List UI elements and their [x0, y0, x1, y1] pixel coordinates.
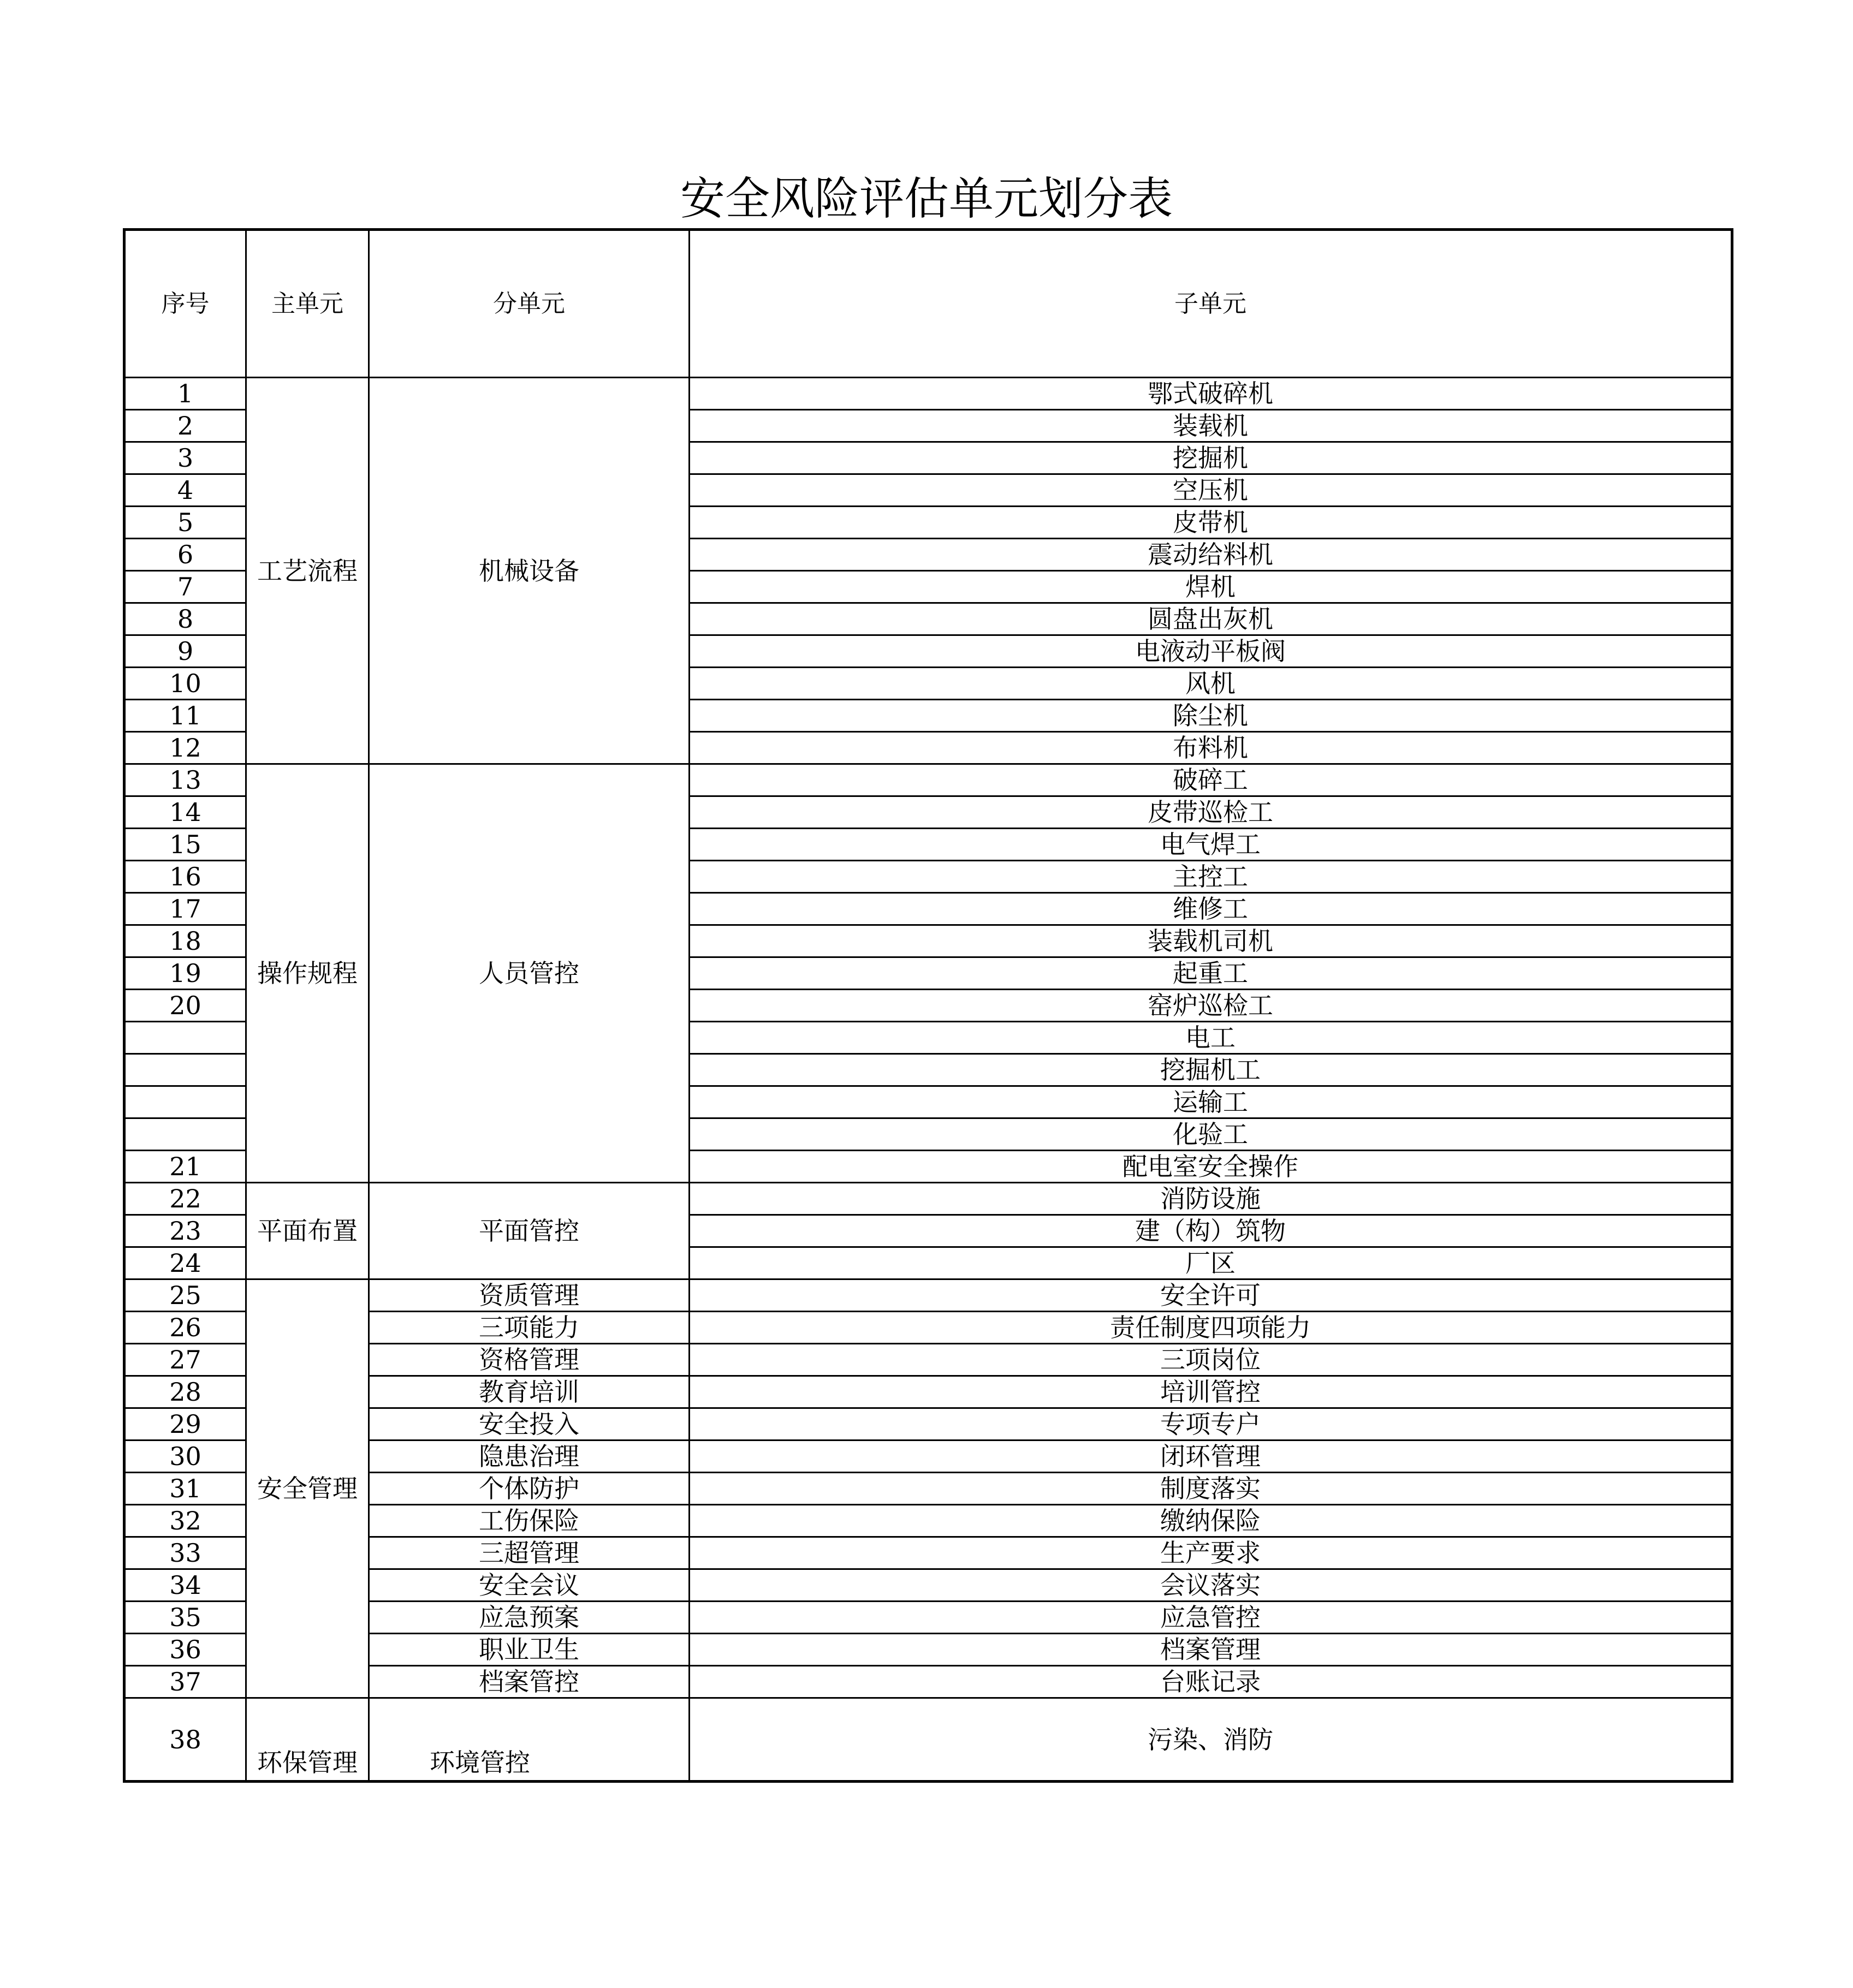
sub-unit-cell: 人员管控: [369, 764, 690, 1183]
child-unit-cell: 化验工: [690, 1118, 1732, 1151]
risk-assessment-table: [123, 228, 1733, 1783]
seq-cell: [124, 1118, 246, 1151]
child-unit-cell: 破碎工: [690, 764, 1732, 796]
child-unit-cell: 维修工: [690, 893, 1732, 925]
sub-unit-cell: 应急预案: [369, 1602, 690, 1634]
seq-cell: 14: [124, 796, 246, 829]
seq-cell: 1: [124, 378, 246, 410]
header-row: [124, 230, 1732, 378]
header-sub-unit: 分单元: [369, 230, 690, 378]
child-unit-cell: 震动给料机: [690, 539, 1732, 571]
child-unit-cell: 布料机: [690, 732, 1732, 764]
child-unit-cell: 三项岗位: [690, 1344, 1732, 1376]
seq-cell: 18: [124, 925, 246, 957]
seq-cell: 6: [124, 539, 246, 571]
child-unit-cell: 专项专户: [690, 1408, 1732, 1441]
main-unit-cell: 安全管理: [246, 1279, 369, 1698]
main-unit-cell: 环保管理: [246, 1698, 369, 1782]
seq-cell: 4: [124, 474, 246, 507]
child-unit-cell: 皮带巡检工: [690, 796, 1732, 829]
seq-cell: 3: [124, 442, 246, 474]
seq-cell: 19: [124, 957, 246, 990]
child-unit-cell: 档案管理: [690, 1634, 1732, 1666]
seq-cell: 10: [124, 668, 246, 700]
child-unit-cell: 装载机: [690, 410, 1732, 442]
sub-unit-cell: 资质管理: [369, 1279, 690, 1312]
sub-unit-cell: 工伤保险: [369, 1505, 690, 1537]
header-main-unit: 主单元: [246, 230, 369, 378]
sub-unit-cell: 教育培训: [369, 1376, 690, 1408]
child-unit-cell: 电气焊工: [690, 829, 1732, 861]
seq-cell: [124, 1022, 246, 1054]
main-unit-cell: 操作规程: [246, 764, 369, 1183]
child-unit-cell: 制度落实: [690, 1473, 1732, 1505]
child-unit-cell: 运输工: [690, 1086, 1732, 1118]
child-unit-cell: 窑炉巡检工: [690, 990, 1732, 1022]
seq-cell: 27: [124, 1344, 246, 1376]
table-row: [124, 764, 1732, 796]
child-unit-cell: 圆盘出灰机: [690, 603, 1732, 635]
child-unit-cell: 电液动平板阀: [690, 635, 1732, 668]
seq-cell: 9: [124, 635, 246, 668]
child-unit-cell: 空压机: [690, 474, 1732, 507]
seq-cell: 37: [124, 1666, 246, 1698]
seq-cell: 21: [124, 1151, 246, 1183]
child-unit-cell: 鄂式破碎机: [690, 378, 1732, 410]
seq-cell: 12: [124, 732, 246, 764]
child-unit-cell: 挖掘机工: [690, 1054, 1732, 1086]
child-unit-cell: 皮带机: [690, 507, 1732, 539]
sub-unit-cell: 环境管控: [369, 1698, 690, 1782]
seq-cell: 25: [124, 1279, 246, 1312]
child-unit-cell: 厂区: [690, 1247, 1732, 1279]
seq-cell: 8: [124, 603, 246, 635]
seq-cell: 26: [124, 1312, 246, 1344]
child-unit-cell: 建（构）筑物: [690, 1215, 1732, 1247]
child-unit-cell: 闭环管理: [690, 1441, 1732, 1473]
seq-cell: 16: [124, 861, 246, 893]
sub-unit-cell: 三项能力: [369, 1312, 690, 1344]
seq-cell: 31: [124, 1473, 246, 1505]
child-unit-cell: 安全许可: [690, 1279, 1732, 1312]
seq-cell: 28: [124, 1376, 246, 1408]
seq-cell: 20: [124, 990, 246, 1022]
sub-unit-cell: 个体防护: [369, 1473, 690, 1505]
sub-unit-cell: 安全会议: [369, 1569, 690, 1602]
child-unit-cell: 主控工: [690, 861, 1732, 893]
main-unit-cell: 平面布置: [246, 1183, 369, 1279]
sub-unit-cell: 平面管控: [369, 1183, 690, 1279]
seq-cell: 38: [124, 1698, 246, 1782]
seq-cell: 15: [124, 829, 246, 861]
child-unit-cell: 挖掘机: [690, 442, 1732, 474]
seq-cell: 36: [124, 1634, 246, 1666]
seq-cell: [124, 1054, 246, 1086]
seq-cell: 17: [124, 893, 246, 925]
seq-cell: 7: [124, 571, 246, 603]
child-unit-cell: 责任制度四项能力: [690, 1312, 1732, 1344]
table-row: [124, 1698, 1732, 1782]
child-unit-cell: 焊机: [690, 571, 1732, 603]
child-unit-cell: 应急管控: [690, 1602, 1732, 1634]
seq-cell: 24: [124, 1247, 246, 1279]
table-row: [124, 1183, 1732, 1215]
child-unit-cell: 除尘机: [690, 700, 1732, 732]
seq-cell: 23: [124, 1215, 246, 1247]
sub-unit-cell: 职业卫生: [369, 1634, 690, 1666]
seq-cell: 33: [124, 1537, 246, 1569]
seq-cell: [124, 1086, 246, 1118]
seq-cell: 34: [124, 1569, 246, 1602]
seq-cell: 35: [124, 1602, 246, 1634]
child-unit-cell: 电工: [690, 1022, 1732, 1054]
child-unit-cell: 生产要求: [690, 1537, 1732, 1569]
sub-unit-cell: 机械设备: [369, 378, 690, 764]
seq-cell: 13: [124, 764, 246, 796]
header-child-unit: 子单元: [690, 230, 1732, 378]
sub-unit-cell: 资格管理: [369, 1344, 690, 1376]
seq-cell: 29: [124, 1408, 246, 1441]
child-unit-cell: 消防设施: [690, 1183, 1732, 1215]
main-unit-cell: 工艺流程: [246, 378, 369, 764]
child-unit-cell: 配电室安全操作: [690, 1151, 1732, 1183]
seq-cell: 32: [124, 1505, 246, 1537]
sub-unit-cell: 档案管控: [369, 1666, 690, 1698]
child-unit-cell: 起重工: [690, 957, 1732, 990]
child-unit-cell: 会议落实: [690, 1569, 1732, 1602]
sub-unit-cell: 隐患治理: [369, 1441, 690, 1473]
seq-cell: 5: [124, 507, 246, 539]
seq-cell: 2: [124, 410, 246, 442]
child-unit-cell: 台账记录: [690, 1666, 1732, 1698]
seq-cell: 22: [124, 1183, 246, 1215]
header-seq: 序号: [124, 230, 246, 378]
child-unit-cell: 污染、消防: [690, 1698, 1732, 1782]
child-unit-cell: 装载机司机: [690, 925, 1732, 957]
sub-unit-cell: 三超管理: [369, 1537, 690, 1569]
seq-cell: 11: [124, 700, 246, 732]
table-row: [124, 378, 1732, 410]
child-unit-cell: 培训管控: [690, 1376, 1732, 1408]
child-unit-cell: 风机: [690, 668, 1732, 700]
seq-cell: 30: [124, 1441, 246, 1473]
document-title: 安全风险评估单元划分表: [680, 173, 1173, 225]
sub-unit-cell: 安全投入: [369, 1408, 690, 1441]
table-row: [124, 1279, 1732, 1312]
child-unit-cell: 缴纳保险: [690, 1505, 1732, 1537]
